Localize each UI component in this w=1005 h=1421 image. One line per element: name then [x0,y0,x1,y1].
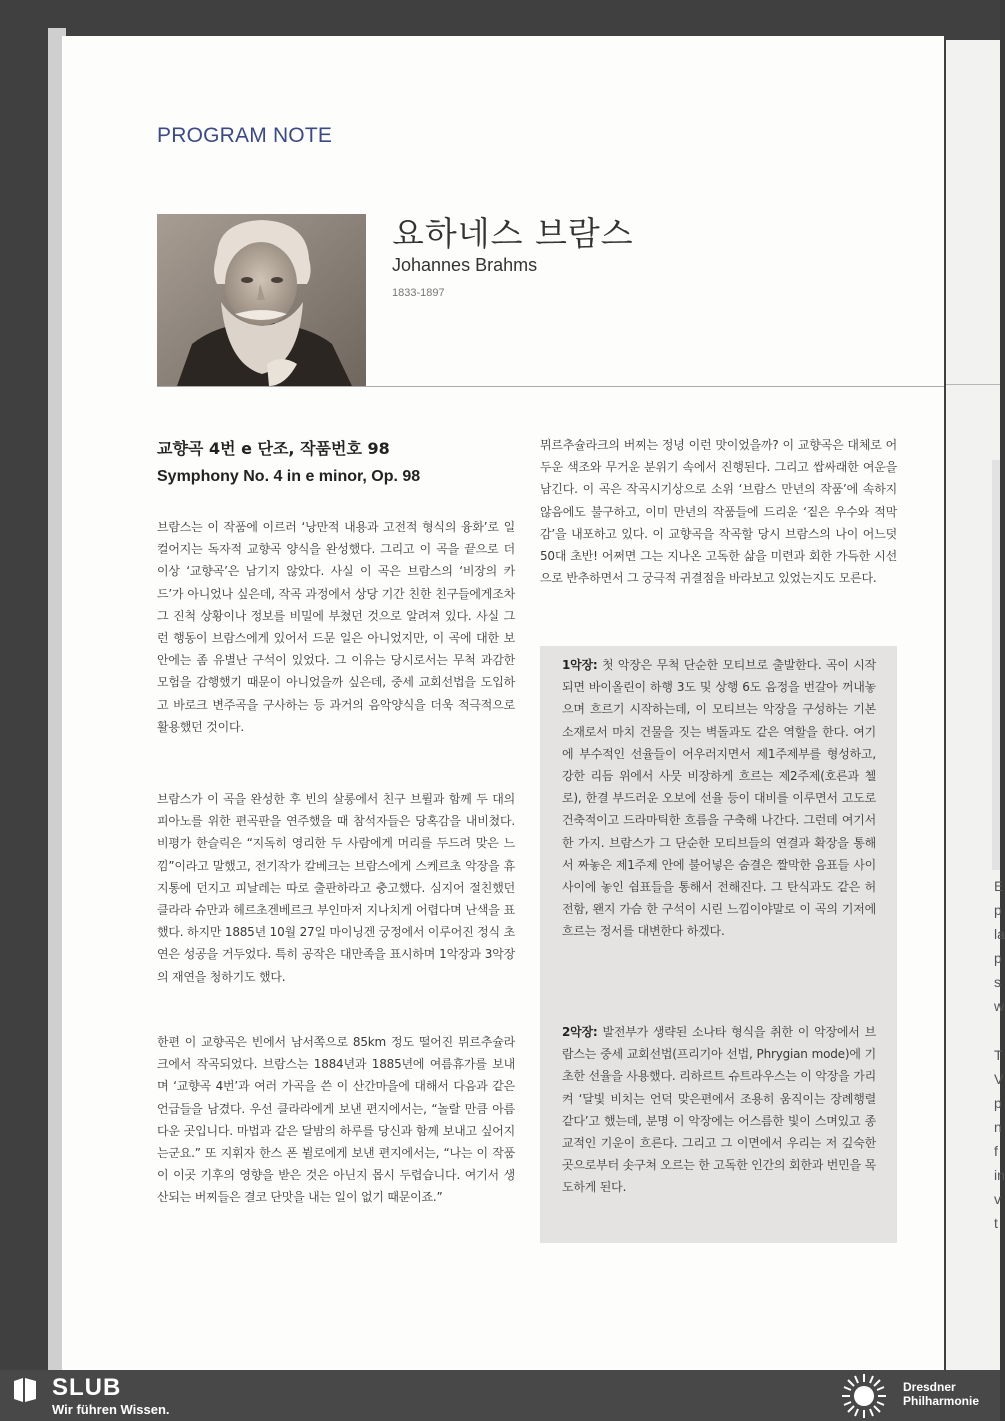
peek-letter: la [994,926,1005,942]
next-page-edge [946,40,1005,1370]
peek-letter: v [994,1191,1001,1207]
peek-letter: f [994,1143,998,1159]
body-paragraph: 브람스가 이 곡을 완성한 후 빈의 살롱에서 친구 브륄과 함께 두 대의 피아노를 위한 편곡판을 연주했을 때 참석자들은 당혹감을 내비쳤다. 비평가 한슬릭은 “지독히 영리한 두 사람에게 머리를 두드려 맞은 느낌”이라고 말했고, 전기작가 칼베크는 브람스에게 스케르초 악장을 휴지통에 던지고 피날레는 따로 출판하라고 충고했다. 심지어 절친했던 클라라 슈만과 헤르초겐베르크 부인마저 지나치게 어렵다며 난색을 표했다. 하지만 1885년 10월 27일 마이닝겐 궁정에서 이루어진 정식 초연은 성공을 거두었다. 특히 공작은 대만족을 표시하며 1악장과 3악장의 재연을 청하기도 했다. [157,792,515,984]
peek-letter: w [994,998,1005,1014]
movement-notes-box [540,646,897,1243]
peek-letter: in [994,1167,1005,1183]
body-paragraph: 뮈르추슐라크의 버찌는 정녕 이런 맛이었을까? 이 교향곡은 대체로 어두운 색조와 무거운 분위기 속에서 진행된다. 그리고 쌉싸래한 여운을 남긴다. 이 곡은 작곡시기상으로 소위 ‘브람스 만년의 작품’에 속하지 않음에도 불구하고, 이미 만년의 작품들에 드리운 ‘짙은 우수와 적막감’을 내포하고 있다. 이 교향곡을 작곡할 당시 브람스의 나이 어느덧 50대 초반! 어쩌면 그는 지나온 고독한 삶을 미련과 회한 가득한 시선으로 반추하면서 그 궁극적 귀결점을 바라보고 있었는지도 모른다. [540,438,897,586]
peek-letter: E [994,878,1004,894]
peek-letter: T [994,1047,1003,1063]
section-label: PROGRAM NOTE [157,124,333,147]
composer-name-korean: 요하네스 브람스 [392,214,634,253]
peek-letter: p [994,950,1002,966]
peek-letter: n [994,1119,1002,1135]
composer-years: 1833-1897 [392,287,445,299]
movement-note [562,1021,876,1199]
header-divider [157,386,944,387]
slub-tagline: Wir führen Wissen. [52,1402,170,1417]
slub-book-icon [12,1377,38,1403]
body-paragraph: 한편 이 교향곡은 빈에서 남서쪽으로 85km 정도 떨어진 뮈르추슐라크에서 작곡되었다. 브람스는 1884년과 1885년에 여름휴가를 보내며 ‘교향곡 4번’과 여러 가곡을 쓴 이 산간마을에 대해서 다음과 같은 언급들을 남겼다. 우선 클라라에게 보낸 편지에서는, “놀랄 만큼 아름다운 곳입니다. 마법과 같은 달밤의 하루를 당신과 함께 보내고 싶어지는군요.” 또 지휘자 한스 폰 뷜로에게 보낸 편지에서는, “나는 이 작품이 이곳 기후의 영향을 받은 것은 아닌지 몹시 두렵습니다. 여기서 생산되는 버찌들은 결코 단맛을 내는 일이 없기 때문이죠.” [157,1035,515,1205]
peek-letter: t [994,1215,998,1231]
work-title-korean: 교향곡 4번 e 단조, 작품번호 98 [157,439,390,458]
peek-letter: V [994,1071,1004,1087]
composer-name-english: Johannes Brahms [392,255,538,275]
slub-logo-text: SLUB [52,1374,122,1401]
movement-label: 2악장: [562,1025,598,1039]
portrait-image [157,214,366,386]
movement-label: 1악장: [562,658,598,672]
next-page-rule [946,384,1000,385]
work-title-english: Symphony No. 4 in e minor, Op. 98 [157,468,421,485]
body-paragraph: 브람스는 이 작품에 이르러 ‘낭만적 내용과 고전적 형식의 융화’로 일컬어지는 독자적 교향곡 양식을 완성했다. 그리고 이 곡을 끝으로 더 이상 ‘교향곡’은 남기지 않았다. 사실 이 곡은 브람스의 ‘비장의 카드’가 아니었나 싶은데, 작곡 과정에서 상당 기간 친한 친구들에게조차 그 진척 상황이나 정보를 비밀에 부쳤던 것으로 알려져 있다. 사실 그런 행동이 브람스에게 있어서 드문 일은 아니었지만, 이 곡에 대한 보안에는 좀 유별난 구석이 있었다. 그 이유는 당시로서는 무척 과감한 모험을 감행했기 때문이 아니었을까 싶은데, 중세 교회선법을 도입하고 바로크 변주곡을 구사하는 등 과거의 음악양식을 더욱 적극적으로 활용했던 것이다. [157,520,515,734]
movement-text: 발전부가 생략된 소나타 형식을 취한 이 악장에서 브람스는 중세 교회선법(프리기아 선법, Phrygian mode)에 기초한 선율을 사용했다. 리하르트 슈트라우스는 이 악장을 가리켜 ‘달빛 비치는 언덕 맞은편에서 조용히 움직이는 장례행렬 같다’고 했는데, 분명 이 악장에는 어스름한 빛이 스며있고 종교적인 기운이 흐른다. 그리고 그 이면에서 우리는 저 깊숙한 곳으로부터 솟구쳐 오르는 한 고독한 인간의 회한과 번민을 목도하게 된다. [562,1025,876,1195]
next-page-gray-block [992,460,1000,870]
philharmonie-sun-icon [841,1373,887,1419]
movement-text: 첫 악장은 무척 단순한 모티브로 출발한다. 곡이 시작되면 바이올린이 하행 3도 및 상행 6도 음정을 번갈아 꺼내놓으며 흐르기 시작하는데, 이 모티브는 악장을 구성하는 기본 소재로서 마치 건물을 짓는 벽돌과도 같은 역할을 한다. 여기에 부수적인 선율들이 어우러지면서 제1주제부를 형성하고, 강한 리듬 위에서 사뭇 비장하게 흐르는 제2주제(호른과 첼로), 한결 부드러운 오보에 선율 등이 대비를 이루면서 고도로 건축적이고 드라마틱한 흐름을 구축해 나간다. 그런데 여기서 한 가지. 브람스가 그 단순한 모티브들의 연결과 확장을 통해서 짜놓은 제1주제 안에 불어넣은 숨결은 짤막한 음표들 사이사이에 놓인 쉼표들을 통해서 전해진다. 그 탄식과도 같은 허전함, 왠지 가슴 한 구석이 시린 느낌이야말로 이 곡의 기저에 흐르는 정서를 대변한다 하겠다. [562,658,876,939]
philharmonie-logo-text [903,1380,979,1408]
philharmonie-line1: Dresdner [903,1380,956,1394]
composer-portrait [157,214,366,386]
footer-bar [0,1370,1000,1421]
philharmonie-line2: Philharmonie [903,1394,980,1408]
peek-letter: s [994,974,1001,990]
peek-letter: p [994,1095,1002,1111]
movement-note [562,654,876,943]
peek-letter: p [994,902,1002,918]
